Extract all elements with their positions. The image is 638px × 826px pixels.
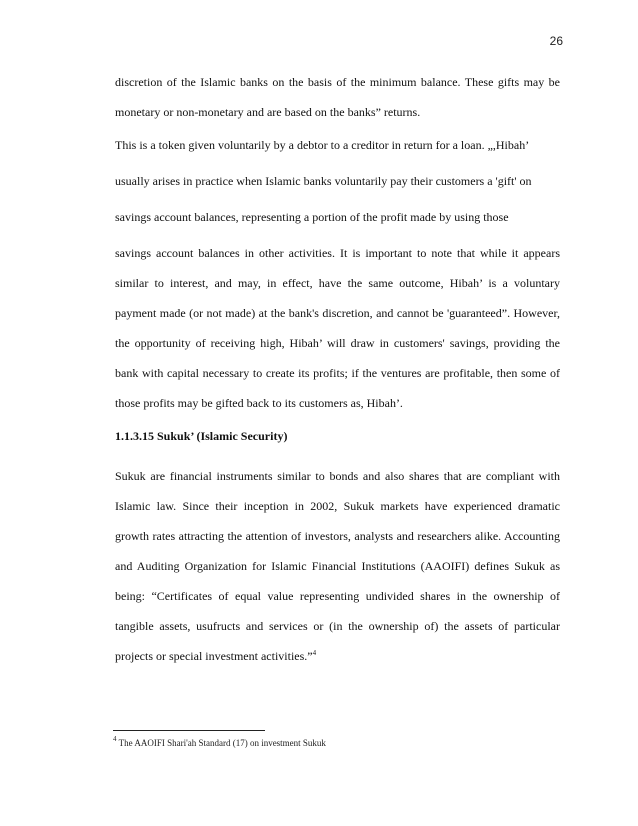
paragraph-line: monetary or non-monetary and are based on the banks” returns.	[115, 105, 421, 119]
footnote	[113, 735, 326, 748]
paragraph-line: being: “Certificates of equal value representing undivided shares in the ownership of	[115, 589, 560, 603]
body-text	[115, 67, 560, 671]
section-heading: 1.1.3.15 Sukuk’ (Islamic Security)	[115, 429, 288, 443]
footnote-reference[interactable]: 4	[312, 649, 317, 657]
paragraph-line	[115, 641, 560, 671]
paragraph-line: bank with capital necessary to create its profits; if the ventures are profitable, then some of	[115, 366, 560, 380]
footnote-text: The AAOIFI Shari'ah Standard (17) on investment Sukuk	[118, 738, 326, 748]
paragraph-line: the opportunity of receiving high, Hibah’ will draw in customers' savings, providing the	[115, 336, 560, 350]
footnote-marker: 4	[113, 735, 117, 743]
paragraph-line: savings account balances in other activities. It is important to note that while it appears	[115, 246, 560, 260]
paragraph-line: similar to interest, and may, in effect, have the same outcome, Hibah’ is a voluntary	[115, 276, 560, 290]
paragraph-line: This is a token given voluntarily by a debtor to a creditor in return for a loan. „,Hibah’	[115, 138, 530, 152]
paragraph-line: Islamic law. Since their inception in 2002, Sukuk markets have experienced dramatic	[115, 499, 560, 513]
paragraph-line: Sukuk are financial instruments similar to bonds and also shares that are compliant with	[115, 469, 560, 483]
paragraph-line: and Auditing Organization for Islamic Financial Institutions (AAOIFI) defines Sukuk as	[115, 559, 560, 573]
paragraph-line: tangible assets, usufructs and services or (in the ownership of) the assets of particular	[115, 619, 560, 633]
paragraph-line: growth rates attracting the attention of investors, analysts and researchers alike. Accounting	[115, 529, 560, 543]
page-number: 26	[549, 34, 563, 48]
paragraph-line: those profits may be gifted back to its customers as, Hibah’.	[115, 396, 403, 410]
paragraph-line: discretion of the Islamic banks on the basis of the minimum balance. These gifts may be	[115, 75, 560, 89]
paragraph-line: usually arises in practice when Islamic banks voluntarily pay their customers a 'gift' on	[115, 174, 532, 188]
footnote-divider	[113, 730, 265, 731]
paragraph-line: savings account balances, representing a portion of the profit made by using those	[115, 210, 509, 224]
paragraph-line: payment made (or not made) at the bank's discretion, and cannot be 'guaranteed”. However,	[115, 306, 560, 320]
paragraph-line-text: projects or special investment activities.”	[115, 649, 313, 663]
